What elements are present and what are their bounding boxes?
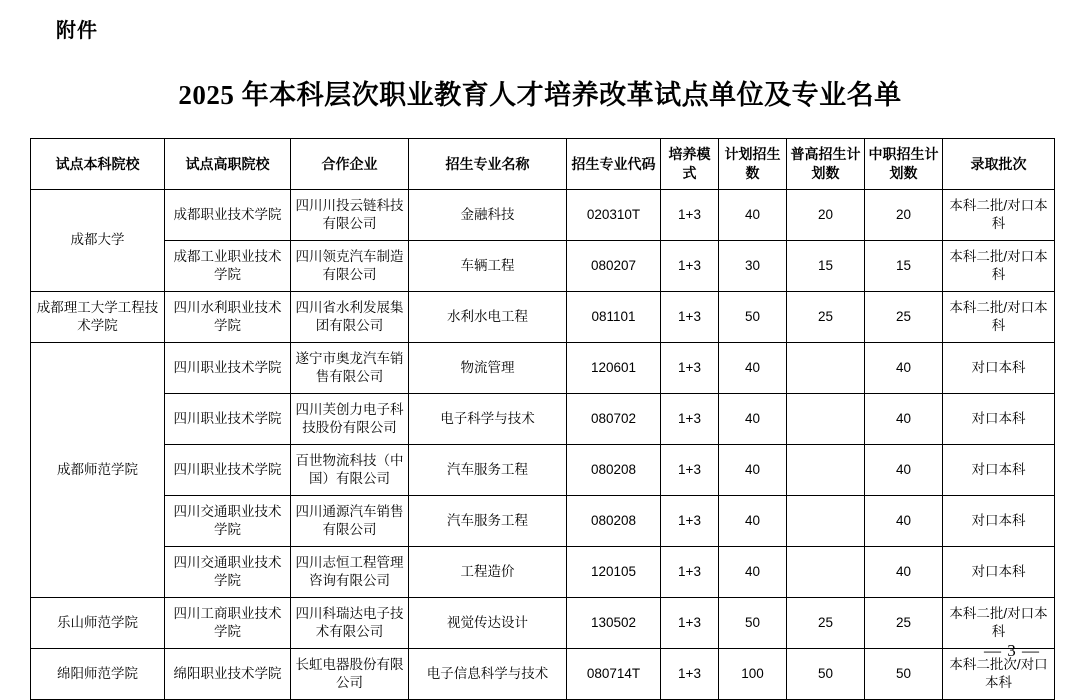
cell-enterprise: 四川科瑞达电子技术有限公司: [291, 598, 409, 649]
cell-batch: 本科二批/对口本科: [943, 598, 1055, 649]
cell-college: 成都工业职业技术学院: [165, 241, 291, 292]
cell-plan-general: 50: [787, 649, 865, 700]
cell-major: 汽车服务工程: [409, 496, 567, 547]
cell-major: 汽车服务工程: [409, 445, 567, 496]
cell-plan-general: [787, 547, 865, 598]
cell-plan-total: 40: [719, 445, 787, 496]
cell-plan-vocational: 40: [865, 343, 943, 394]
cell-university: 成都大学: [31, 190, 165, 292]
table-row: [31, 292, 1055, 343]
attachment-label: 附件: [56, 20, 98, 42]
cell-major: 金融科技: [409, 190, 567, 241]
cell-batch: 对口本科: [943, 394, 1055, 445]
cell-plan-total: 50: [719, 598, 787, 649]
cell-code: 080714T: [567, 649, 661, 700]
cell-plan-total: 40: [719, 547, 787, 598]
cell-code: 080702: [567, 394, 661, 445]
document-page: [0, 14, 1080, 690]
cell-plan-total: 30: [719, 241, 787, 292]
table-row: [31, 241, 1055, 292]
cell-batch: 本科二批/对口本科: [943, 292, 1055, 343]
cell-major: 电子科学与技术: [409, 394, 567, 445]
cell-plan-vocational: 40: [865, 394, 943, 445]
cell-batch: 对口本科: [943, 547, 1055, 598]
cell-enterprise: 长虹电器股份有限公司: [291, 649, 409, 700]
cell-mode: 1+3: [661, 190, 719, 241]
cell-code: 120105: [567, 547, 661, 598]
table-row: [31, 394, 1055, 445]
cell-batch: 对口本科: [943, 496, 1055, 547]
cell-plan-general: [787, 445, 865, 496]
cell-code: 130502: [567, 598, 661, 649]
cell-enterprise: 四川领克汽车制造有限公司: [291, 241, 409, 292]
cell-batch: 本科二批/对口本科: [943, 241, 1055, 292]
cell-plan-general: [787, 394, 865, 445]
cell-major: 车辆工程: [409, 241, 567, 292]
cell-batch: 对口本科: [943, 445, 1055, 496]
page-number: — 3 —: [984, 641, 1040, 660]
cell-plan-total: 40: [719, 343, 787, 394]
cell-code: 080208: [567, 445, 661, 496]
cell-mode: 1+3: [661, 598, 719, 649]
cell-enterprise: 四川志恒工程管理咨询有限公司: [291, 547, 409, 598]
cell-major: 电子信息科学与技术: [409, 649, 567, 700]
cell-plan-vocational: 20: [865, 190, 943, 241]
table-row: [31, 547, 1055, 598]
cell-enterprise: 百世物流科技（中国）有限公司: [291, 445, 409, 496]
column-header-enterprise: 合作企业: [291, 139, 409, 190]
table-row: [31, 343, 1055, 394]
cell-plan-general: 20: [787, 190, 865, 241]
cell-batch: 对口本科: [943, 343, 1055, 394]
cell-code: 080208: [567, 496, 661, 547]
table-header: [31, 139, 1055, 190]
cell-plan-total: 40: [719, 496, 787, 547]
cell-major: 工程造价: [409, 547, 567, 598]
cell-enterprise: 四川省水利发展集团有限公司: [291, 292, 409, 343]
cell-university: 成都理工大学工程技术学院: [31, 292, 165, 343]
cell-plan-general: 25: [787, 598, 865, 649]
cell-college: 四川职业技术学院: [165, 445, 291, 496]
cell-code: 081101: [567, 292, 661, 343]
cell-plan-total: 100: [719, 649, 787, 700]
cell-plan-vocational: 15: [865, 241, 943, 292]
table-container: [28, 138, 1052, 700]
cell-college: 四川交通职业技术学院: [165, 496, 291, 547]
cell-college: 绵阳职业技术学院: [165, 649, 291, 700]
column-header-major: 招生专业名称: [409, 139, 567, 190]
cell-plan-general: [787, 496, 865, 547]
pilot-programs-table: [30, 138, 1055, 700]
cell-plan-general: 25: [787, 292, 865, 343]
cell-mode: 1+3: [661, 394, 719, 445]
cell-plan-total: 50: [719, 292, 787, 343]
cell-university: 乐山师范学院: [31, 598, 165, 649]
column-header-mode: 培养模式: [661, 139, 719, 190]
cell-plan-total: 40: [719, 394, 787, 445]
table-row: [31, 598, 1055, 649]
cell-batch: 本科二批/对口本科: [943, 190, 1055, 241]
table-row: [31, 190, 1055, 241]
cell-plan-general: 15: [787, 241, 865, 292]
cell-enterprise: 四川芙创力电子科技股份有限公司: [291, 394, 409, 445]
cell-plan-vocational: 40: [865, 547, 943, 598]
cell-mode: 1+3: [661, 547, 719, 598]
cell-college: 四川职业技术学院: [165, 394, 291, 445]
cell-major: 水利水电工程: [409, 292, 567, 343]
table-header-row: [31, 139, 1055, 190]
cell-code: 120601: [567, 343, 661, 394]
column-header-plan-total: 计划招生数: [719, 139, 787, 190]
cell-plan-vocational: 25: [865, 292, 943, 343]
cell-enterprise: 遂宁市奥龙汽车销售有限公司: [291, 343, 409, 394]
cell-plan-vocational: 40: [865, 496, 943, 547]
table-body: [31, 190, 1055, 700]
cell-mode: 1+3: [661, 496, 719, 547]
table-row: [31, 496, 1055, 547]
cell-batch: 本科二批次/对口本科: [943, 649, 1055, 700]
cell-plan-vocational: 40: [865, 445, 943, 496]
cell-mode: 1+3: [661, 292, 719, 343]
cell-mode: 1+3: [661, 445, 719, 496]
cell-plan-vocational: 25: [865, 598, 943, 649]
cell-enterprise: 四川通源汽车销售有限公司: [291, 496, 409, 547]
cell-enterprise: 四川川投云链科技有限公司: [291, 190, 409, 241]
cell-mode: 1+3: [661, 241, 719, 292]
column-header-code: 招生专业代码: [567, 139, 661, 190]
cell-major: 物流管理: [409, 343, 567, 394]
cell-code: 020310T: [567, 190, 661, 241]
cell-college: 四川工商职业技术学院: [165, 598, 291, 649]
column-header-university: 试点本科院校: [31, 139, 165, 190]
cell-plan-general: [787, 343, 865, 394]
cell-college: 四川交通职业技术学院: [165, 547, 291, 598]
cell-code: 080207: [567, 241, 661, 292]
column-header-batch: 录取批次: [943, 139, 1055, 190]
cell-university: 成都师范学院: [31, 343, 165, 598]
cell-university: 绵阳师范学院: [31, 649, 165, 700]
table-row: [31, 649, 1055, 700]
cell-college: 四川职业技术学院: [165, 343, 291, 394]
page-title: 2025 年本科层次职业教育人才培养改革试点单位及专业名单: [178, 80, 902, 110]
cell-plan-total: 40: [719, 190, 787, 241]
column-header-college: 试点高职院校: [165, 139, 291, 190]
column-header-plan-vocational: 中职招生计划数: [865, 139, 943, 190]
cell-college: 四川水利职业技术学院: [165, 292, 291, 343]
cell-mode: 1+3: [661, 649, 719, 700]
cell-college: 成都职业技术学院: [165, 190, 291, 241]
cell-major: 视觉传达设计: [409, 598, 567, 649]
cell-plan-vocational: 50: [865, 649, 943, 700]
table-row: [31, 445, 1055, 496]
cell-mode: 1+3: [661, 343, 719, 394]
column-header-plan-general: 普高招生计划数: [787, 139, 865, 190]
